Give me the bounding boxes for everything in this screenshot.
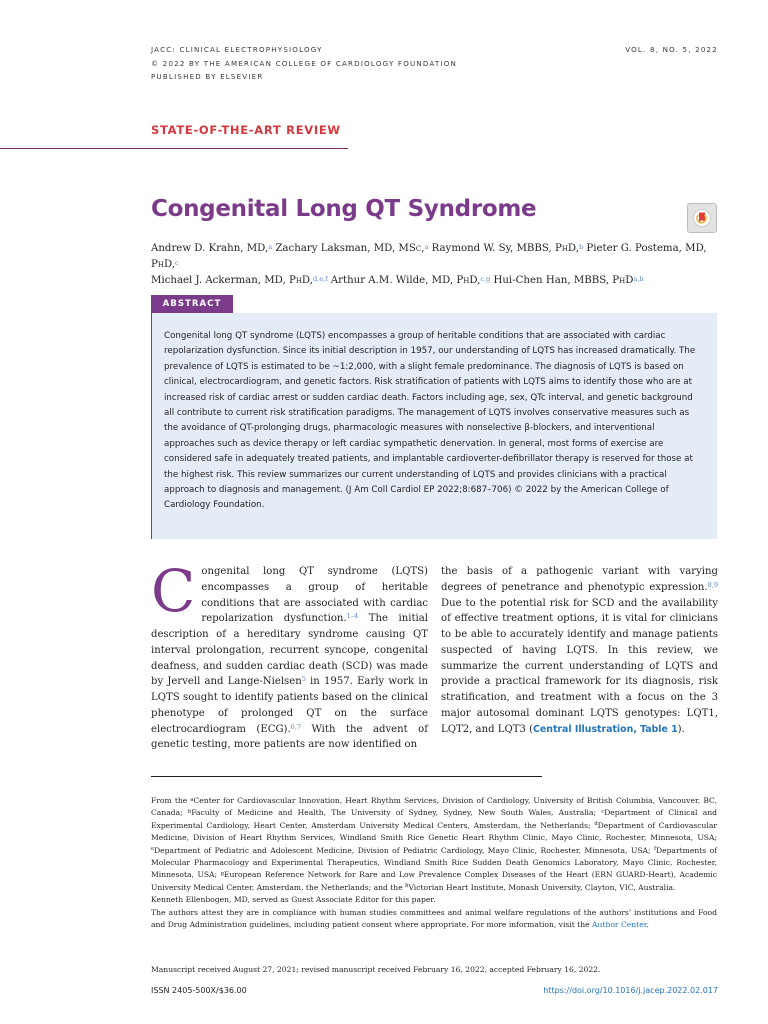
body-column-right: the basis of a pathogenic variant with varying degrees of penetrance and phenotypic expression.$^{8,9}$ Due to the potential risk for SCD and the availability of effective treatment options, it is vital for clinicians to be able to accurately identify and manage patients suspected of having LQTS. In this review, we summarize the current understanding of LQTS and provide a practical framework for its diagnosis, risk stratification, and treatment with a focus on the 3 major autosomal dominant LQTS genotypes: LQT1, LQT2, and LQT3 (Central Illustration, Table 1).	[441, 566, 718, 735]
journal-name: JACC: CLINICAL ELECTROPHYSIOLOGY	[151, 45, 323, 54]
section-divider	[0, 148, 348, 149]
central-illustration-link[interactable]: Central Illustration, Table 1	[533, 723, 678, 735]
publisher-line: PUBLISHED BY ELSEVIER	[151, 72, 264, 81]
footnote-divider	[151, 776, 542, 777]
reference-link[interactable]: 6,7	[290, 722, 301, 731]
manuscript-dates: Manuscript received August 27, 2021; revised manuscript received February 16, 2022, accepted February 16, 2022.	[151, 965, 601, 974]
reference-link[interactable]: 1–4	[346, 612, 359, 621]
affiliations: From the $^a$Center for Cardiovascular Innovation, Heart Rhythm Services, Division of Cardiology, University of British Columbia, Vancouver, BC, Canada; $^b$Faculty of Medicine and Health, The University of Sydney, Sydney, New South Wales, Australia; $^c$Department of Clinical and Experimental Cardiology, Heart Center, Amsterdam University Medical Centers, Amsterdam, the Netherlands; $^d$Department of Cardiovascular Medicine, Division of Heart Rhythm Services, Windland Smith Rice Genetic Heart Rhythm Clinic, Mayo Clinic, Rochester, Minnesota, USA; $^e$Department of Pediatric and Adolescent Medicine, Division of Pediatric Cardiology, Mayo Clinic, Rochester, Minnesota, USA; $^f$Departments of Molecular Pharmacology and Experimental Therapeutics, Windland Smith Rice Sudden Death Genomics Laboratory, Mayo Clinic, Rochester, Minnesota, USA; $^g$European Reference Network for Rare and Low Prevalence Complex Diseases of the Heart (ERN GUARD-Heart), Academic University Medical Center, Amsterdam, the Netherlands; and the $^h$Victorian Heart Institute, Monash University, Clayton, VIC, Australia. Kenneth Ellenbogen, MD, served as Guest Associate Editor for this paper. The authors attest they are in compliance with human studies committees and animal welfare regulations of the authors' institutions and Food and Drug Administration guidelines, including patient consent where appropriate. For more information, visit the Author Center.	[151, 796, 718, 930]
copyright-line: © 2022 BY THE AMERICAN COLLEGE OF CARDIOLOGY FOUNDATION	[151, 59, 458, 68]
abstract-label: ABSTRACT	[151, 295, 233, 313]
bookmark-check-icon[interactable]	[687, 203, 717, 233]
guest-editor-note: Kenneth Ellenbogen, MD, served as Guest Associate Editor for this paper.	[151, 895, 436, 905]
author-list: Andrew D. Krahn, MD,$^a$ Zachary Laksman, MD, MSc,$^a$ Raymond W. Sy, MBBS, PhD,$^b$ Pieter G. Postema, MD, PhD,$^c$ Michael J. Ackerman, MD, PhD,$^{d,e,f}$ Arthur A.M. Wilde, MD, PhD,$^{c,g}$ Hui-Chen Han, MBBS, PhD$^{a,h}$	[151, 243, 707, 286]
article-title: Congenital Long QT Syndrome	[151, 196, 537, 222]
abstract-text: Congenital long QT syndrome (LQTS) encompasses a group of heritable conditions that are associated with cardiac repolarization dysfunction. Since its initial description in 1957, our understanding of LQTS has increased dramatically. The prevalence of LQTS is estimated to be ~1:2,000, with a slight female predominance. The diagnosis of LQTS is based on clinical, electrocardiogram, and genetic factors. Risk stratification of patients with LQTS aims to identify those who are at increased risk of cardiac arrest or sudden cardiac death. Factors including age, sex, QTc interval, and genetic background all contribute to current risk stratification paradigms. The management of LQTS involves conservative measures such as the avoidance of QT-prolonging drugs, pharmacologic measures with nonselective β-blockers, and interventional approaches such as device therapy or left cardiac sympathetic denervation. In general, most forms of exercise are considered safe in adequately treated patients, and implantable cardioverter-defibrillator therapy is reserved for those at the highest risk. This review summarizes our current understanding of LQTS and provides clinicians with a practical approach to diagnosis and management. (J Am Coll Cardiol EP 2022;8:687–706) © 2022 by the American College of Cardiology Foundation.	[164, 331, 696, 511]
section-label: STATE-OF-THE-ART REVIEW	[151, 123, 341, 137]
abstract-box	[151, 313, 717, 539]
body-column-left: Congenital long QT syndrome (LQTS) encompasses a group of heritable conditions that are associated with cardiac repolarization dysfunction.$^{1-4}$ The initial description of a hereditary syndrome causing QT interval prolongation, recurrent syncope, congenital deafness, and sudden cardiac death (SCD) was made by Jervell and Lange-Nielsen$^5$ in 1957. Early work in LQTS sought to identify patients based on the clinical phenotype of prolonged QT on the surface electrocardiogram (ECG).$^{6,7}$ With the advent of genetic testing, more patients are now identified on	[151, 557, 428, 751]
volume-info: VOL. 8, NO. 5, 2022	[625, 45, 718, 54]
doi-link[interactable]: https://doi.org/10.1016/j.jacep.2022.02.017	[543, 986, 718, 995]
author-center-link[interactable]: Author Center	[592, 920, 647, 930]
drop-cap: C	[151, 557, 196, 625]
reference-link[interactable]: 8,9	[707, 580, 718, 589]
issn-price: ISSN 2405-500X/$36.00	[151, 986, 247, 995]
reference-link[interactable]: 5	[301, 675, 306, 684]
